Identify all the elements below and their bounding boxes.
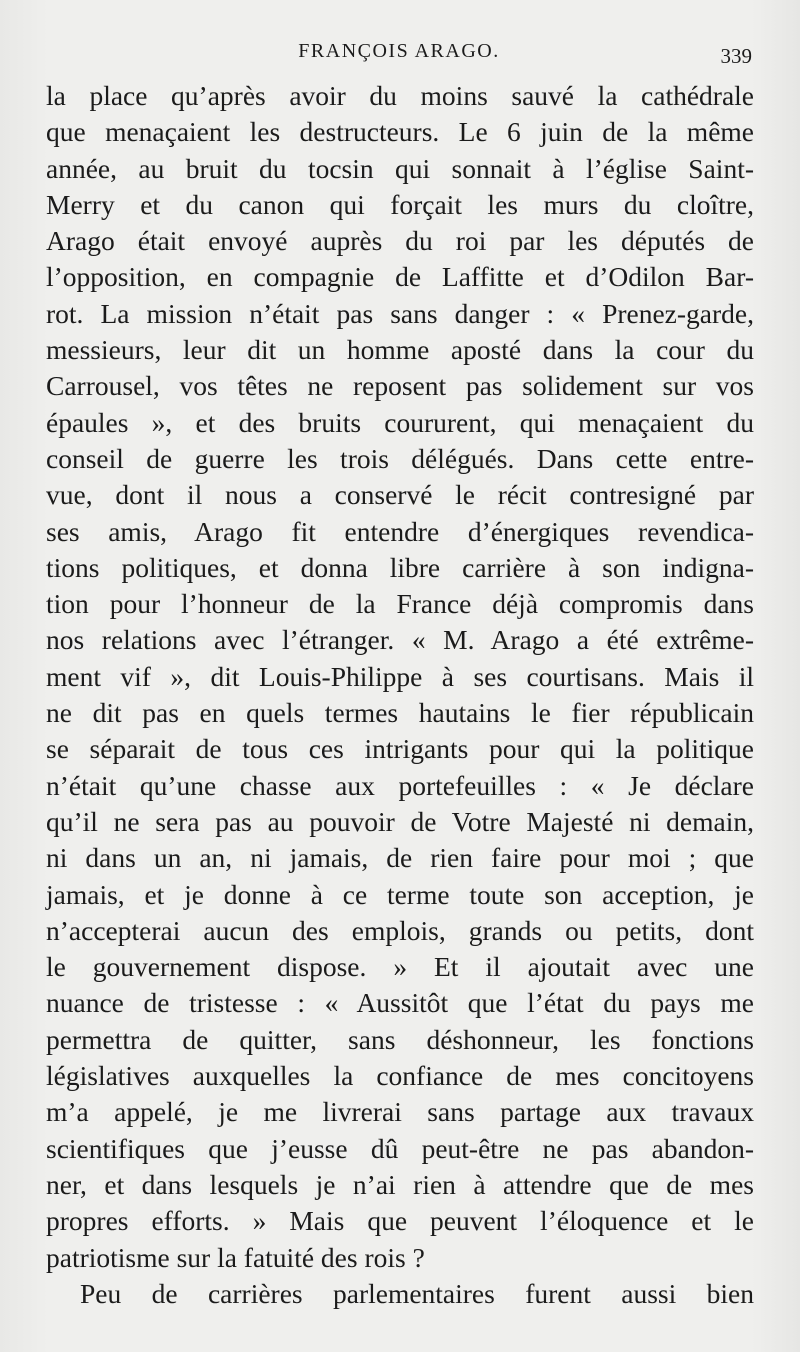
text-line: rot. La mission n’était pas sans danger : « Prenez-garde, — [46, 297, 754, 329]
text-line-paragraph-end: patriotisme sur la fatuité des rois ? — [46, 1241, 425, 1273]
text-line: n’accepterai aucun des emplois, grands ou petits, dont — [46, 914, 754, 946]
text-line: n’était qu’une chasse aux portefeuilles : « Je déclare — [46, 769, 754, 801]
text-line: propres efforts. » Mais que peuvent l’éloquence et le — [46, 1205, 754, 1237]
text-line: ment vif », dit Louis-Philippe à ses courtisans. Mais il — [46, 660, 754, 692]
text-line: l’opposition, en compagnie de Laffitte et d’Odilon Bar- — [46, 261, 754, 293]
text-line: tion pour l’honneur de la France déjà compromis dans — [46, 588, 754, 620]
text-line: ses amis, Arago fit entendre d’énergiques revendica- — [46, 515, 754, 547]
page-header — [46, 40, 752, 74]
text-line: ni dans un an, ni jamais, de rien faire pour moi ; que — [46, 842, 754, 874]
text-line: nos relations avec l’étranger. « M. Arago a été extrême- — [46, 624, 754, 656]
text-line: Carrousel, vos têtes ne reposent pas solidement sur vos — [46, 370, 754, 402]
text-line: législatives auxquelles la confiance de mes concitoyens — [46, 1060, 754, 1092]
text-line: la place qu’après avoir du moins sauvé la cathédrale — [46, 80, 754, 111]
running-title: FRANÇOIS ARAGO. — [298, 40, 500, 62]
text-line: ner, et dans lesquels je n’ai rien à attendre que de mes — [46, 1168, 754, 1200]
text-line: se séparait de tous ces intrigants pour qui la politique — [46, 733, 754, 765]
text-line: ne dit pas en quels termes hautains le fier républicain — [46, 697, 754, 729]
text-line-paragraph-start: Peu de carrières parlementaires furent aussi bien — [80, 1277, 754, 1309]
text-line: vue, dont il nous a conservé le récit contresigné par — [46, 479, 754, 511]
text-line: messieurs, leur dit un homme aposté dans la cour du — [46, 334, 754, 366]
text-line: épaules », et des bruits coururent, qui menaçaient du — [46, 406, 754, 438]
text-line: année, au bruit du tocsin qui sonnait à l’église Saint- — [46, 152, 754, 184]
text-line: permettra de quitter, sans déshonneur, les fonctions — [46, 1023, 754, 1055]
text-line: scientifiques que j’eusse dû peut-être ne pas abandon- — [46, 1132, 754, 1164]
text-line: que menaçaient les destructeurs. Le 6 juin de la même — [46, 116, 754, 148]
page-number: 339 — [720, 44, 752, 68]
body-text — [46, 78, 754, 1312]
text-line: qu’il ne sera pas au pouvoir de Votre Majesté ni demain, — [46, 805, 754, 837]
text-line: Arago était envoyé auprès du roi par les députés de — [46, 225, 754, 257]
text-line: jamais, et je donne à ce terme toute son acception, je — [46, 878, 754, 910]
text-line: conseil de guerre les trois délégués. Dans cette entre- — [46, 442, 754, 474]
text-line: nuance de tristesse : « Aussitôt que l’état du pays me — [46, 987, 754, 1019]
text-line: tions politiques, et donna libre carrière à son indigna- — [46, 551, 754, 583]
text-line: le gouvernement dispose. » Et il ajoutait avec une — [46, 951, 754, 983]
text-line: m’a appelé, je me livrerai sans partage aux travaux — [46, 1096, 754, 1128]
text-line: Merry et du canon qui forçait les murs du cloître, — [46, 188, 754, 220]
